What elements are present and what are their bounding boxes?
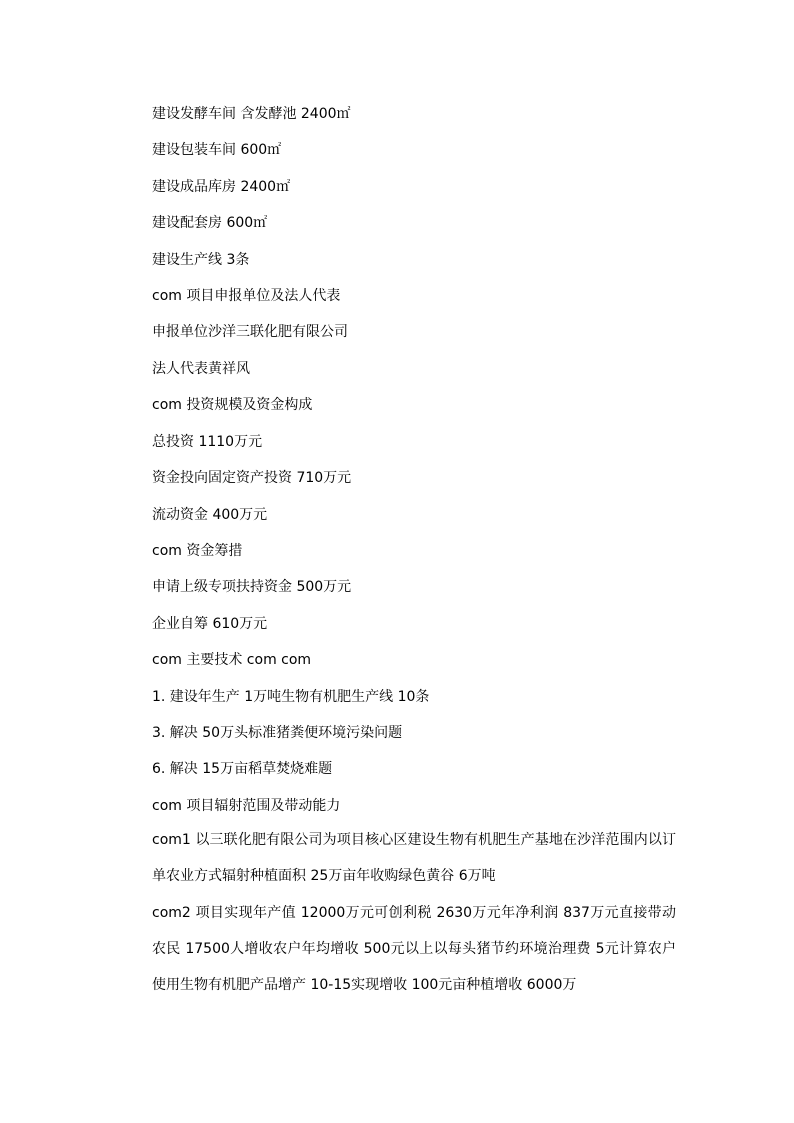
- text-line: 申请上级专项扶持资金 500万元: [152, 579, 352, 595]
- paragraph: [120, 822, 676, 894]
- section-heading: com 项目申报单位及法人代表: [152, 288, 341, 304]
- text-line: 建设生产线 3条: [152, 252, 250, 268]
- text-line: 建设发酵车间 含发酵池 2400㎡: [152, 106, 351, 122]
- text-line: 建设包装车间 600㎡: [152, 142, 282, 158]
- paragraph: [120, 895, 676, 1003]
- paragraph-text: com2 项目实现年产值 12000万元可创利税 2630万元年净利润 837万元直接带动农民 17500人增收农户年均增收 500元以上以每头猪节约环境治理费 5元计算农户使用生物有机肥产品增产 10-15实现增收 100元亩种植增收 6000万: [152, 905, 676, 993]
- list-item: 1. 建设年生产 1万吨生物有机肥生产线 10条: [152, 689, 430, 705]
- paragraph-text: com1 以三联化肥有限公司为项目核心区建设生物有机肥生产基地在沙洋范围内以订单农业方式辐射种植面积 25万亩年收购绿色黄谷 6万吨: [152, 832, 676, 884]
- list-item: 6. 解决 15万亩稻草焚烧难题: [152, 761, 333, 777]
- section-heading: com 主要技术 com com: [152, 652, 312, 668]
- text-line: 法人代表黄祥风: [152, 361, 250, 377]
- text-line: 建设成品库房 2400㎡: [152, 179, 291, 195]
- text-line: 总投资 1110万元: [152, 434, 263, 450]
- section-heading: com 资金筹措: [152, 543, 243, 559]
- text-line: 资金投向固定资产投资 710万元: [152, 470, 352, 486]
- text-line: 企业自筹 610万元: [152, 616, 268, 632]
- list-item: 3. 解决 50万头标准猪粪便环境污染问题: [152, 725, 403, 741]
- section-heading: com 投资规模及资金构成: [152, 397, 313, 413]
- section-heading: com 项目辐射范围及带动能力: [152, 798, 341, 814]
- text-line: 建设配套房 600㎡: [152, 215, 268, 231]
- text-line: 申报单位沙洋三联化肥有限公司: [152, 324, 348, 340]
- text-line: 流动资金 400万元: [152, 507, 268, 523]
